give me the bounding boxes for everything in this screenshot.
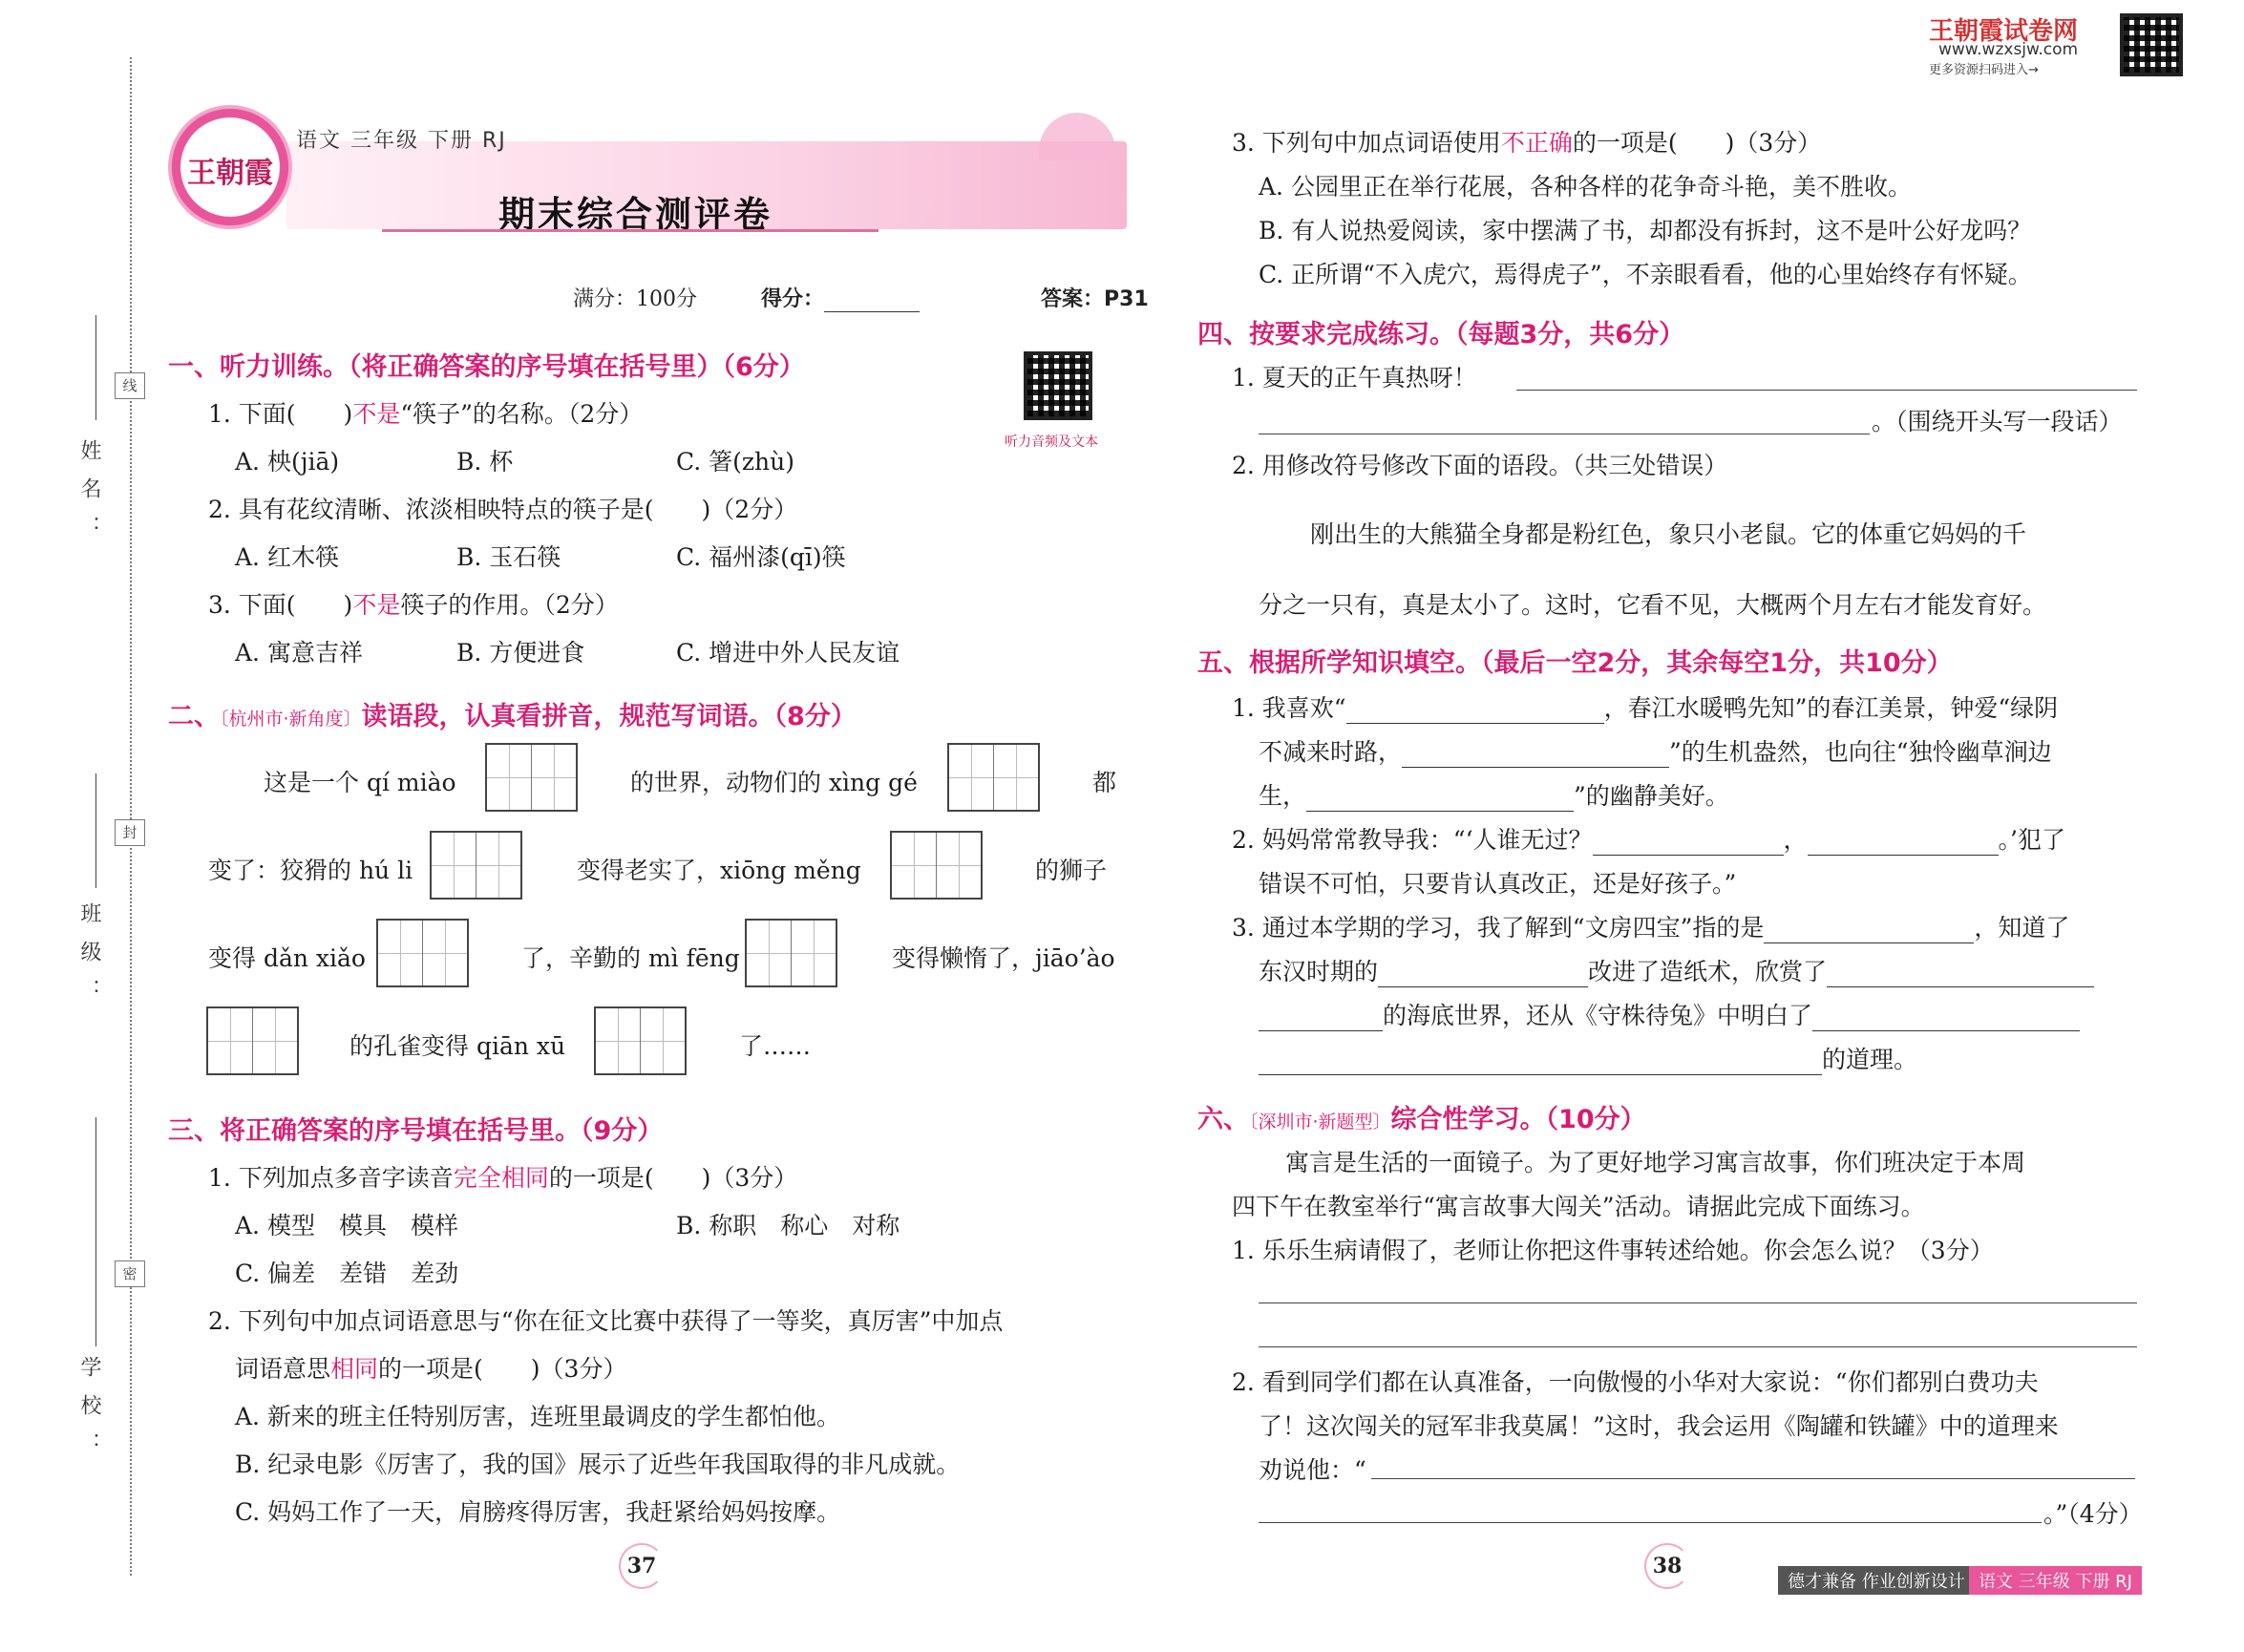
s1-q1-option-a[interactable]: A. 柍(jiā) [235, 448, 340, 476]
s2-text-2: 的世界，动物们的 xìng gé [630, 769, 918, 796]
s3-q2-line2 [235, 1350, 626, 1385]
s3-q2-option-c[interactable]: C. 妈妈工作了一天，肩膀疼得厉害，我赶紧给妈妈按摩。 [235, 1498, 841, 1526]
s2-heading-post: 读语段，认真看拼音，规范写词语。（8分） [361, 702, 857, 731]
s6-intro-line-2: 四下午在教室举行“寓言故事大闯关”活动。请据此完成下面练习。 [1232, 1193, 1925, 1220]
full-score: 满分：100分 [573, 287, 697, 311]
page-number-right: 38 [1644, 1543, 1690, 1589]
s6-q2-line3: 劝说他：“ [1259, 1456, 1366, 1484]
s3-q2-line1: 2. 下列句中加点词语意思与“你在征文比赛中获得了一等奖，真厉害”中加点 [208, 1307, 1004, 1335]
s1-q3 [208, 586, 619, 621]
writing-grid-xingge[interactable] [947, 743, 1040, 812]
s5-q2-b: ， [1783, 826, 1808, 854]
logo-text: 王朝霞 [187, 157, 273, 190]
s3-q1 [208, 1159, 797, 1194]
name-blank[interactable] [95, 315, 96, 420]
s5-q1-line3 [1259, 777, 1729, 812]
s6-q2-line1: 2. 看到同学们都在认真准备，一向傲慢的小华对大家说：“你们都别白费功夫 [1232, 1368, 2039, 1396]
name-label: 姓名： [77, 439, 101, 554]
s5-blank-10[interactable] [1812, 1007, 2080, 1031]
s3-q2-post: 的一项是( )（3分） [378, 1355, 627, 1383]
answer-ref: 答案：P31 [1041, 287, 1149, 311]
s5-q1-a: 1. 我喜欢“ [1232, 694, 1346, 722]
writing-grid-mifeng[interactable] [745, 919, 837, 987]
binding-tag-seal: 封 [115, 819, 145, 846]
s5-blank-4[interactable] [1593, 832, 1784, 856]
s5-q1-e: 生， [1259, 782, 1307, 810]
brand-name: 王朝霞试卷网 [1929, 17, 2079, 46]
s3-q3-option-a[interactable]: A. 公园里正在举行花展，各种各样的花争奇斗艳，美不胜收。 [1259, 173, 1912, 201]
brand-qr-icon[interactable] [2120, 13, 2183, 76]
s2-text-3: 都 [1092, 769, 1117, 796]
s2-text-10: 的孔雀变得 qiān xū [349, 1032, 566, 1060]
s2-text-1: 这是一个 qí miào [264, 769, 456, 796]
writing-grid-qianxu[interactable] [594, 1006, 687, 1075]
score-label: 得分： [761, 287, 825, 311]
s1-q1-highlight: 不是 [352, 400, 401, 428]
s2-text-4: 变了：狡猾的 hú li [208, 857, 413, 884]
s3-q2-pre: 词语意思 [235, 1355, 331, 1383]
s5-blank-1[interactable] [1346, 700, 1604, 724]
sun-decoration-icon [1039, 113, 1115, 160]
s5-q1-d: ”的生机盎然，也向往“独怜幽草涧边 [1669, 738, 2052, 766]
s5-q3-line4 [1259, 1041, 1917, 1075]
s5-blank-7[interactable] [1378, 964, 1588, 987]
brand-tip: 更多资源扫码进入→ [1929, 63, 2039, 77]
s3-q3-post: 的一项是( )（3分） [1572, 129, 1822, 157]
s3-q3-option-b[interactable]: B. 有人说热爱阅读，家中摆满了书，却都没有拆封，这不是叶公好龙吗？ [1259, 217, 2032, 244]
s2-text-11: 了…… [739, 1032, 812, 1060]
s3-q1-highlight: 完全相同 [453, 1164, 549, 1192]
s3-q2-option-a[interactable]: A. 新来的班主任特别厉害，连班里最调皮的学生都怕他。 [235, 1403, 840, 1430]
qr-caption: 听力音频及文本 [1005, 434, 1098, 450]
s2-text-5: 变得老实了，xiōng měng [577, 857, 861, 884]
s2-text-7: 变得 dǎn xiǎo [208, 944, 366, 972]
s6-q2-tail: 。”（4分） [2043, 1500, 2143, 1528]
s5-blank-2[interactable] [1402, 744, 1669, 768]
s5-q2-c: 。’犯了 [1998, 826, 2065, 854]
s1-q2-option-c[interactable]: C. 福州漆(qī)筷 [676, 543, 846, 571]
s5-blank-11[interactable] [1259, 1051, 1822, 1075]
s6-intro-line-1: 寓言是生活的一面镜子。为了更好地学习寓言故事，你们班决定于本周 [1285, 1149, 2026, 1176]
s4-q2: 2. 用修改符号修改下面的语段。（共三处错误） [1232, 452, 1728, 479]
s5-q3-line1 [1232, 909, 2069, 943]
s2-tag: 〔杭州市·新角度〕 [220, 709, 362, 730]
s5-q1-line2 [1259, 733, 2052, 768]
s2-heading-pre: 二、 [168, 702, 220, 731]
s3-q1-option-c[interactable]: C. 偏差 差错 差劲 [235, 1260, 459, 1287]
title-underline [382, 229, 879, 232]
s3-q3 [1232, 124, 1821, 159]
listening-qr-icon[interactable] [1024, 351, 1092, 420]
s3-q2-highlight: 相同 [330, 1355, 379, 1383]
section1-heading: 一、听力训练。（将正确答案的序号填在括号里）（6分） [168, 352, 805, 382]
s5-blank-9[interactable] [1259, 1007, 1383, 1031]
s1-q2: 2. 具有花纹清晰、浓淡相映特点的筷子是( )（2分） [208, 496, 798, 523]
s5-q1-c: 不减来时路， [1259, 738, 1403, 766]
s6-q1-answer-line-2[interactable] [1259, 1346, 2137, 1347]
s5-q2-a: 2. 妈妈常常教导我：“‘人谁无过？ [1232, 826, 1593, 854]
s1-q1-post: “筷子”的名称。（2分） [400, 400, 644, 428]
section3-heading: 三、将正确答案的序号填在括号里。（9分） [168, 1116, 664, 1146]
s5-q3-a: 3. 通过本学期的学习，我了解到“文房四宝”指的是 [1232, 914, 1765, 942]
section2-heading [168, 695, 857, 732]
section6-heading [1197, 1098, 1646, 1135]
s1-q1-option-b[interactable]: B. 杯 [456, 448, 514, 476]
s5-q1-f: ”的幽静美好。 [1574, 782, 1729, 810]
subject-line: 语文 三年级 下册 RJ [296, 129, 507, 153]
s1-q3-post: 筷子的作用。（2分） [400, 591, 619, 619]
s6-heading-post: 综合性学习。（10分） [1390, 1105, 1646, 1134]
s1-q3-pre: 3. 下面( ) [208, 591, 353, 619]
s1-q1-pre: 1. 下面( ) [208, 400, 353, 428]
s1-q3-option-c[interactable]: C. 增进中外人民友谊 [676, 639, 900, 667]
s5-blank-8[interactable] [1827, 964, 2094, 987]
s2-text-6: 的狮子 [1035, 857, 1108, 884]
s1-q1 [208, 395, 643, 430]
s5-q3-line3 [1259, 997, 2080, 1031]
s4-paragraph-line-2: 分之一只有，真是太小了。这时，它看不见，大概两个月左右才能发育好。 [1259, 591, 2047, 619]
class-blank[interactable] [95, 773, 96, 888]
s3-q1-option-b[interactable]: B. 称职 称心 对称 [676, 1212, 900, 1239]
class-label: 班级： [77, 902, 101, 1017]
s1-q3-highlight: 不是 [352, 591, 401, 619]
s1-q2-option-b[interactable]: B. 玉石筷 [456, 543, 561, 571]
s5-q3-d: 改进了造纸术，欣赏了 [1588, 958, 1828, 985]
s5-blank-6[interactable] [1764, 920, 1974, 943]
binding-tag-secret: 密 [115, 1260, 145, 1287]
s6-heading-pre: 六、 [1197, 1105, 1249, 1134]
s6-q2-answer-line-2[interactable] [1259, 1522, 2042, 1523]
page-number-left: 37 [619, 1543, 665, 1589]
s3-q3-option-c[interactable]: C. 正所谓“不入虎穴，焉得虎子”，不亲眼看看，他的心里始终存有怀疑。 [1259, 261, 2032, 288]
school-label: 学校： [77, 1356, 101, 1471]
s5-q2-line2: 错误不可怕，只要肯认真改正，还是好孩子。” [1259, 870, 1737, 898]
s5-blank-5[interactable] [1808, 832, 1999, 856]
brand-url[interactable]: www.wzxsjw.com [1938, 40, 2079, 59]
s6-q2-line2: 了！这次闯关的冠军非我莫属！”这时，我会运用《陶罐和铁罐》中的道理来 [1259, 1412, 2059, 1440]
s3-q2-option-b[interactable]: B. 纪录电影《厉害了，我的国》展示了近些年我国取得的非凡成就。 [235, 1451, 961, 1478]
s2-text-9: 变得懒惰了，jiāo’ào [892, 944, 1115, 972]
s5-q3-e: 的海底世界，还从《守株待兔》中明白了 [1383, 1002, 1813, 1029]
s1-q1-option-c[interactable]: C. 箸(zhù) [676, 448, 795, 476]
footer-subject: 语文 三年级 下册 RJ [1969, 1566, 2142, 1595]
writing-grid-jiaoao[interactable] [206, 1006, 299, 1075]
s1-q3-option-b[interactable]: B. 方便进食 [456, 639, 585, 667]
s4-q1-tail: 。（围绕开头写一段话） [1872, 408, 2123, 435]
score-blank[interactable] [824, 292, 920, 312]
s1-q2-option-a[interactable]: A. 红木筷 [235, 543, 339, 571]
s6-q2-answer-line-1[interactable] [1371, 1478, 2135, 1479]
s5-q3-f: 的道理。 [1822, 1046, 1918, 1073]
footer-series: 德才兼备 作业创新设计 [1778, 1566, 1975, 1595]
s4-q1: 1. 夏天的正午真热呀！ [1232, 364, 1477, 392]
writing-grid-qimiao[interactable] [485, 743, 578, 812]
s5-q3-c: 东汉时期的 [1259, 958, 1379, 985]
meta-row [573, 283, 1206, 312]
section5-heading: 五、根据所学知识填空。（最后一空2分，其余每空1分，共10分） [1197, 648, 1953, 678]
score-field[interactable] [761, 287, 977, 311]
s5-q2-line1 [1232, 821, 2065, 856]
s6-q1: 1. 乐乐生病请假了，老师让你把这件事转述给她。你会怎么说？（3分） [1232, 1237, 1994, 1264]
s2-text-8: 了，辛勤的 mì fēng [521, 944, 740, 972]
s1-q3-option-a[interactable]: A. 寓意吉祥 [235, 639, 363, 667]
school-blank[interactable] [95, 1117, 96, 1346]
writing-grid-danxiao[interactable] [376, 919, 469, 987]
s4-q1-answer-line-1[interactable] [1516, 390, 2137, 391]
writing-grid-xiongmeng[interactable] [890, 831, 983, 900]
section4-heading: 四、按要求完成练习。（每题3分，共6分） [1197, 320, 1685, 349]
page-title: 期末综合测评卷 [498, 194, 773, 236]
logo [168, 105, 292, 229]
s3-q1-pre: 1. 下列加点多音字读音 [208, 1164, 454, 1192]
s3-q3-highlight: 不正确 [1500, 129, 1573, 157]
binding-tag-line: 线 [115, 372, 145, 399]
s3-q3-pre: 3. 下列句中加点词语使用 [1232, 129, 1501, 157]
s5-q3-line2 [1259, 953, 2094, 987]
s3-q1-option-a[interactable]: A. 模型 模具 模样 [235, 1212, 458, 1239]
s3-q1-post: 的一项是( )（3分） [548, 1164, 798, 1192]
binding-dotted-line [130, 57, 132, 1576]
s5-q3-b: ，知道了 [1974, 914, 2070, 942]
s5-q1-b: ，春江水暖鸭先知”的春江美景，钟爱“绿阴 [1603, 694, 2059, 722]
s4-paragraph-line-1: 刚出生的大熊猫全身都是粉红色，象只小老鼠。它的体重它妈妈的千 [1310, 520, 2027, 548]
s6-tag: 〔深圳市·新题型〕 [1249, 1112, 1391, 1133]
s5-blank-3[interactable] [1306, 788, 1574, 812]
s5-q1-line1 [1232, 689, 2058, 724]
writing-grid-huli[interactable] [430, 831, 522, 900]
